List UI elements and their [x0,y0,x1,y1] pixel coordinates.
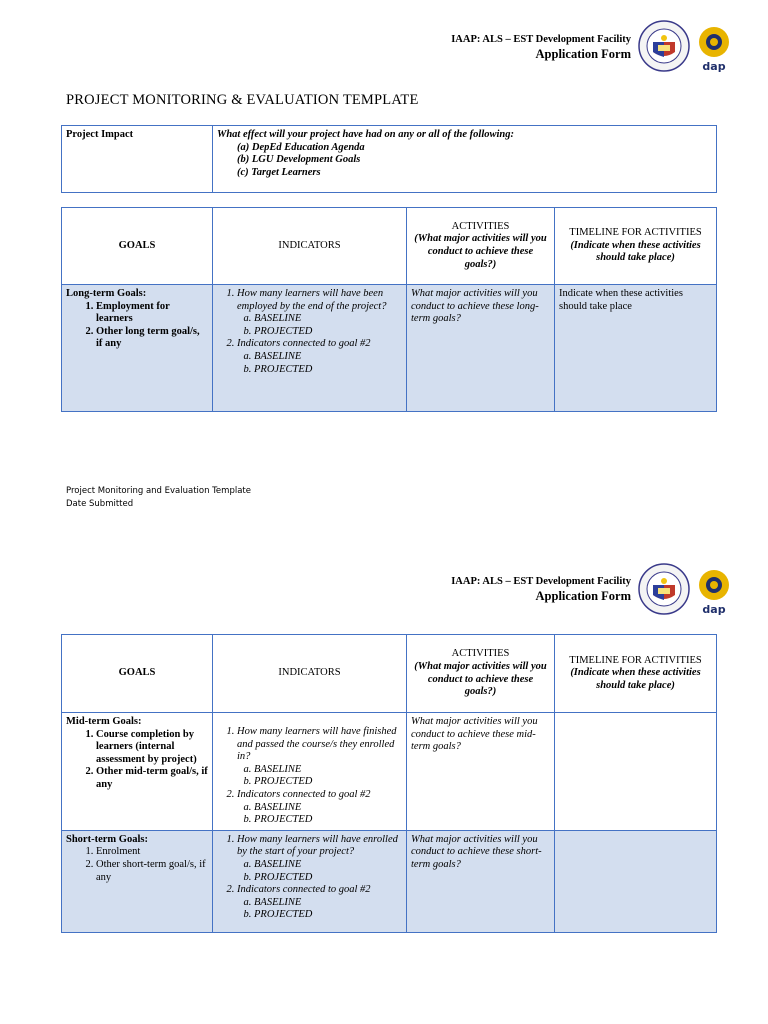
baseline-item: a. BASELINE [254,897,402,910]
goal-item: 1. Course completion by learners (internal assessment by project) [96,729,208,767]
indicators-header: INDICATORS [213,635,407,713]
baseline-item: a. BASELINE [254,313,402,326]
short-term-timeline-cell [555,830,717,932]
baseline-item: a. BASELINE [254,859,402,872]
indicator-sublist [237,802,402,827]
indicator-sublist [237,313,402,338]
goal-item: 1. Employment for learners [96,301,208,326]
long-term-goals-cell [62,285,213,412]
dap-logo-icon [696,569,732,615]
activities-header-sub: (What major activities will you conduct to achieve these goals?) [414,660,547,698]
indicator-sublist [237,351,402,376]
indicator-item [237,884,402,922]
goal-item: 2. Other short-term goal/s, if any [96,859,208,884]
mid-term-goals-list [66,729,208,792]
indicator-sublist [237,897,402,922]
short-term-goals-title: Short-term Goals: [66,833,148,845]
form-title: Application Form [535,47,631,61]
timeline-header [555,208,717,285]
activities-header-title: ACTIVITIES [451,648,510,660]
long-term-activities-cell: What major activities will you conduct to achieve these long-term goals? [407,285,555,412]
document-title: PROJECT MONITORING & EVALUATION TEMPLATE [66,92,419,108]
project-impact-question [213,126,717,193]
indicator-list [217,288,402,376]
mid-term-goals-title: Mid-term Goals: [66,716,142,727]
indicator-list [217,834,402,922]
projected-item: b. PROJECTED [254,872,402,885]
indicator-text: How many learners will have been employed by the end of the project? [237,288,387,312]
deped-seal-icon [638,563,690,615]
project-impact-table [61,125,717,193]
indicator-text: Indicators connected to goal #2 [237,788,371,800]
projected-item: b. PROJECTED [254,814,402,827]
long-term-goals-list [66,301,208,351]
timeline-header-title: TIMELINE FOR ACTIVITIES [569,227,702,239]
indicator-item [237,726,402,789]
indicator-sublist [237,859,402,884]
timeline-header-sub: (Indicate when these activities should take place) [570,667,701,691]
activities-header [407,635,555,713]
indicator-text: How many learners will have finished and passed the course/s they enrolled in? [237,726,397,763]
page-header [0,545,768,615]
short-term-goals-cell [62,830,213,932]
org-line: IAAP: ALS – EST Development Facility [451,576,631,587]
projected-item: b. PROJECTED [254,364,402,377]
baseline-item: a. BASELINE [254,351,402,364]
indicator-item [237,288,402,338]
mid-term-goals-cell [62,713,213,831]
goals-header: GOALS [62,208,213,285]
indicator-text: Indicators connected to goal #2 [237,884,371,896]
impact-item: (c) Target Learners [237,166,321,178]
impact-item: (a) DepEd Education Agenda [237,141,365,153]
footer-title: Project Monitoring and Evaluation Template [66,486,251,496]
timeline-header-sub: (Indicate when these activities should take place) [570,239,701,264]
mid-short-term-goals-table [61,634,717,933]
indicator-list [217,726,402,827]
mid-term-activities-cell: What major activities will you conduct to achieve these mid-term goals? [407,713,555,831]
long-term-goals-table [61,207,717,412]
form-title: Application Form [535,589,631,603]
goal-item: 2. Other long term goal/s, if any [96,326,208,351]
goals-header: GOALS [62,635,213,713]
page-footer [66,485,251,511]
indicator-text: Indicators connected to goal #2 [237,338,371,350]
dap-logo-text: dap [702,60,726,72]
footer-date-submitted: Date Submitted [66,499,134,509]
activities-header-title: ACTIVITIES [451,220,510,232]
timeline-header [555,635,717,713]
long-term-timeline-cell: Indicate when these activities should take place [555,285,717,412]
org-line: IAAP: ALS – EST Development Facility [451,34,631,45]
activities-header [407,208,555,285]
indicator-item [237,338,402,376]
deped-seal-icon [638,20,690,72]
project-impact-label: Project Impact [62,126,213,193]
dap-logo-icon [696,26,732,72]
projected-item: b. PROJECTED [254,776,402,789]
projected-item: b. PROJECTED [254,326,402,339]
goal-item: 1. Enrolment [96,846,208,859]
goal-item: 2. Other mid-term goal/s, if any [96,766,208,791]
impact-question-text: What effect will your project have had on any or all of the following: [217,129,515,140]
indicator-item [237,834,402,884]
timeline-header-title: TIMELINE FOR ACTIVITIES [569,654,702,666]
short-term-activities-cell: What major activities will you conduct to achieve these short-term goals? [407,830,555,932]
activities-header-sub: (What major activities will you conduct to achieve these goals?) [414,233,547,270]
mid-term-timeline-cell [555,713,717,831]
page-header [0,0,768,70]
long-term-indicators-cell [213,285,407,412]
short-term-goals-list [66,846,208,884]
indicator-item [237,789,402,827]
dap-logo-text: dap [702,603,726,615]
indicator-text: How many learners will have enrolled by the start of your project? [237,833,398,858]
impact-item: (b) LGU Development Goals [237,154,361,166]
projected-item: b. PROJECTED [254,909,402,922]
baseline-item: a. BASELINE [254,802,402,815]
indicator-sublist [237,764,402,789]
baseline-item: a. BASELINE [254,764,402,777]
mid-term-indicators-cell [213,713,407,831]
indicators-header: INDICATORS [213,208,407,285]
long-term-goals-title: Long-term Goals: [66,288,147,299]
short-term-indicators-cell [213,830,407,932]
